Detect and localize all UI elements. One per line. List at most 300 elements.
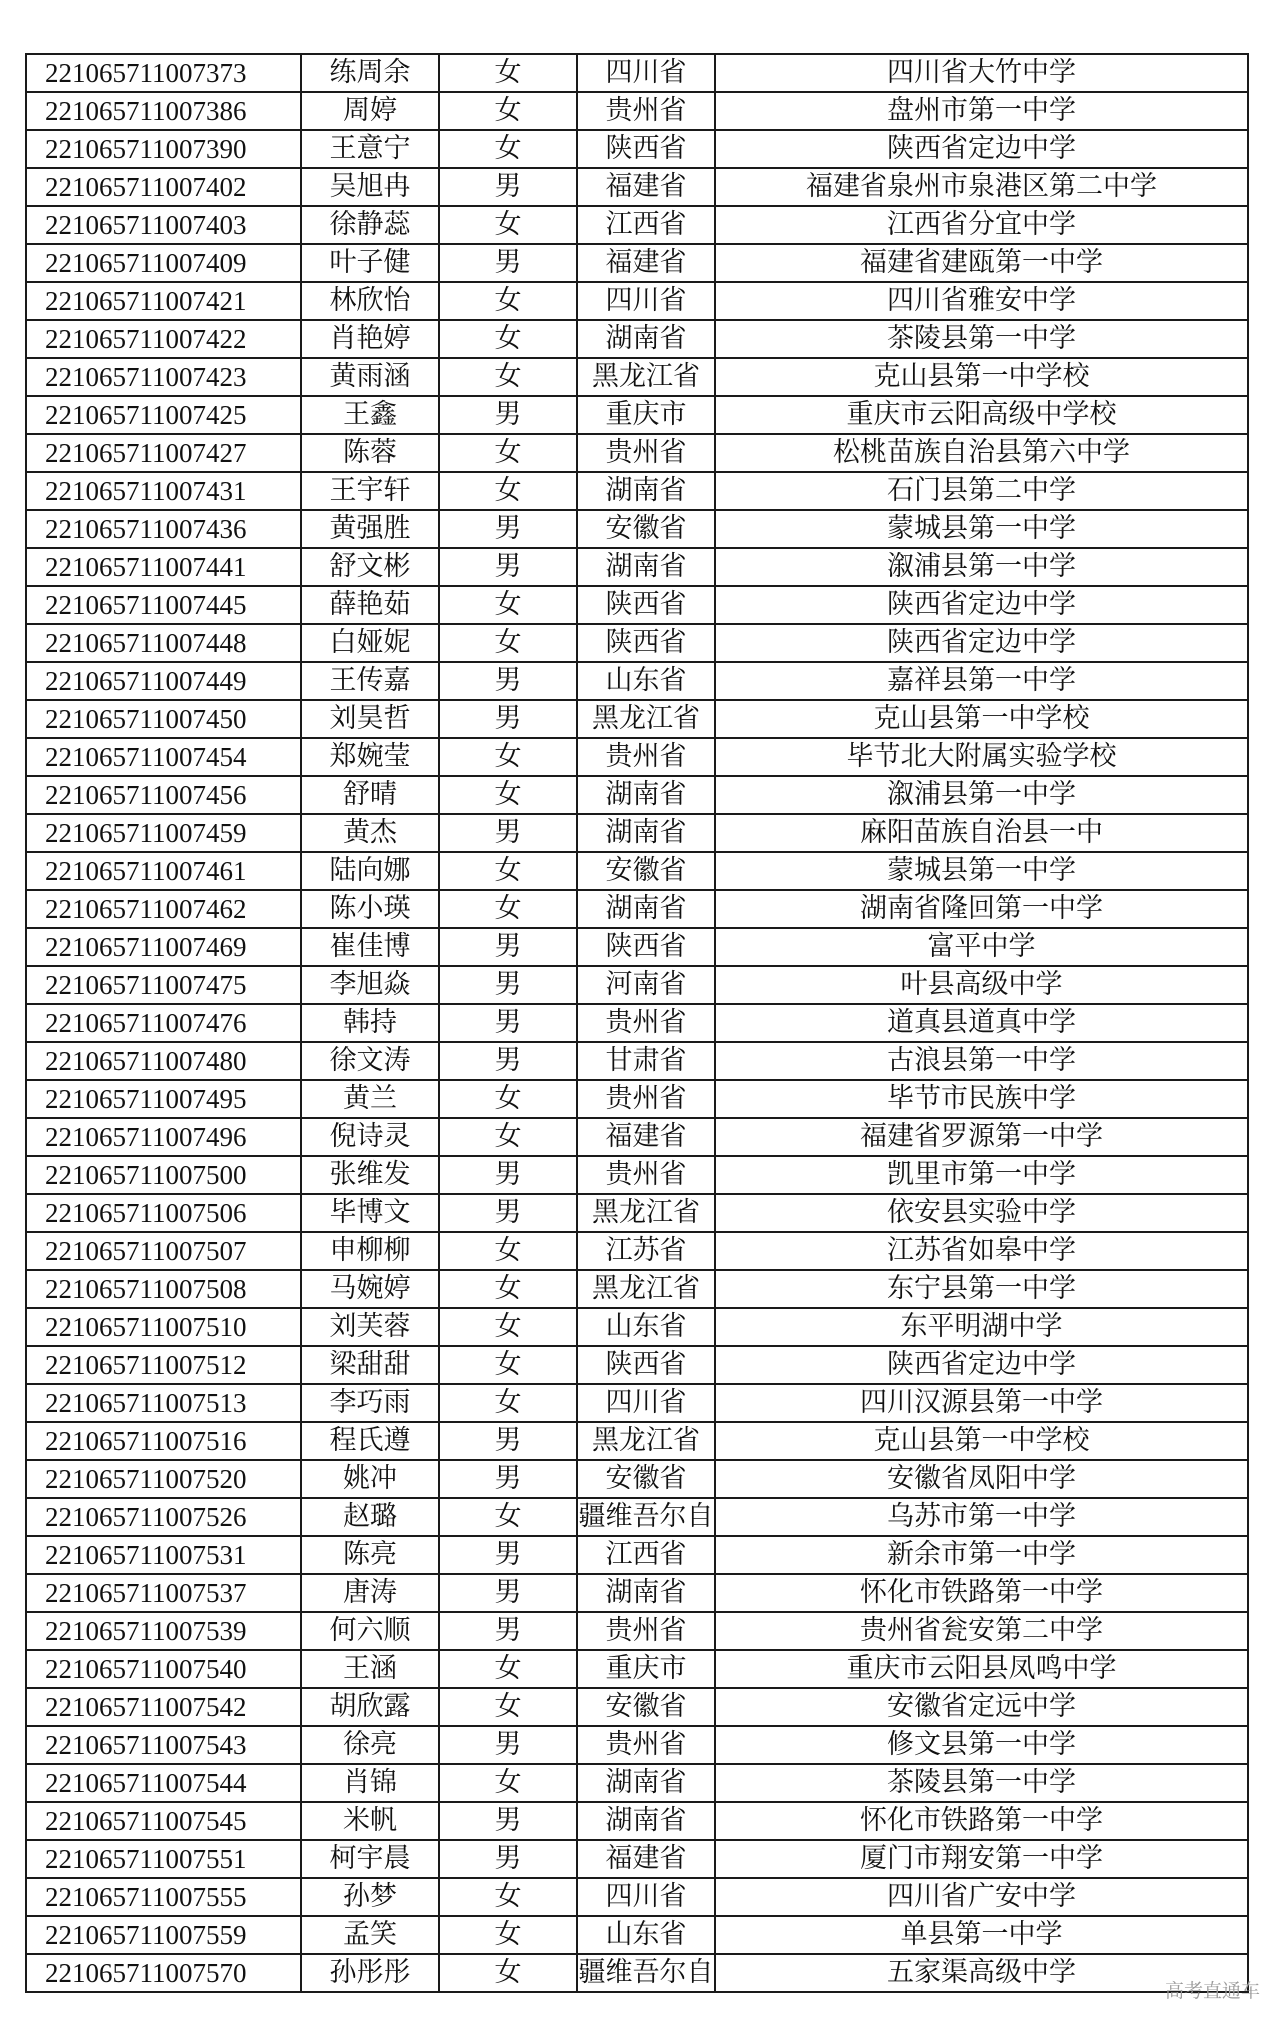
candidate-id-cell: 221065711007461: [26, 852, 301, 890]
candidate-id-cell: 221065711007436: [26, 510, 301, 548]
name-cell: 薛艳茹: [301, 586, 439, 624]
school-cell: 四川汉源县第一中学: [715, 1384, 1248, 1422]
name-cell: 米帆: [301, 1802, 439, 1840]
table-row: [26, 1384, 1248, 1422]
name-cell: 崔佳博: [301, 928, 439, 966]
name-cell: 徐亮: [301, 1726, 439, 1764]
name-cell: 黄兰: [301, 1080, 439, 1118]
candidate-id-cell: 221065711007390: [26, 130, 301, 168]
gender-cell: 女: [439, 1764, 577, 1802]
name-cell: 韩持: [301, 1004, 439, 1042]
candidate-id-cell: 221065711007445: [26, 586, 301, 624]
school-cell: 东宁县第一中学: [715, 1270, 1248, 1308]
gender-cell: 男: [439, 396, 577, 434]
province-cell: 陕西省: [577, 1346, 715, 1384]
province-cell: 贵州省: [577, 1004, 715, 1042]
table-row: [26, 130, 1248, 168]
province-cell: 湖南省: [577, 472, 715, 510]
gender-cell: 男: [439, 1042, 577, 1080]
province-cell: 黑龙江省: [577, 1422, 715, 1460]
table-row: [26, 1118, 1248, 1156]
name-cell: 陆向娜: [301, 852, 439, 890]
school-cell: 东平明湖中学: [715, 1308, 1248, 1346]
name-cell: 孟笑: [301, 1916, 439, 1954]
table-row: [26, 548, 1248, 586]
school-cell: 克山县第一中学校: [715, 358, 1248, 396]
table-row: [26, 662, 1248, 700]
school-cell: 四川省雅安中学: [715, 282, 1248, 320]
candidate-id-cell: 221065711007496: [26, 1118, 301, 1156]
table-row: [26, 1688, 1248, 1726]
gender-cell: 男: [439, 1460, 577, 1498]
province-cell: 黑龙江省: [577, 700, 715, 738]
table-row: [26, 1650, 1248, 1688]
watermark-text: 高考直通车: [1164, 1980, 1260, 2002]
table-row: [26, 92, 1248, 130]
candidate-id-cell: 221065711007373: [26, 54, 301, 92]
candidate-id-cell: 221065711007539: [26, 1612, 301, 1650]
province-cell: 贵州省: [577, 1156, 715, 1194]
province-cell: 陕西省: [577, 130, 715, 168]
province-cell: 安徽省: [577, 1460, 715, 1498]
gender-cell: 男: [439, 1194, 577, 1232]
table-body: [26, 54, 1248, 1992]
candidate-id-cell: 221065711007512: [26, 1346, 301, 1384]
gender-cell: 女: [439, 282, 577, 320]
school-cell: 道真县道真中学: [715, 1004, 1248, 1042]
gender-cell: 女: [439, 1118, 577, 1156]
table-row: [26, 1536, 1248, 1574]
name-cell: 马婉婷: [301, 1270, 439, 1308]
school-cell: 古浪县第一中学: [715, 1042, 1248, 1080]
table-row: [26, 1916, 1248, 1954]
gender-cell: 女: [439, 320, 577, 358]
table-row: [26, 244, 1248, 282]
province-cell: 安徽省: [577, 852, 715, 890]
table-row: [26, 1764, 1248, 1802]
name-cell: 程氏遵: [301, 1422, 439, 1460]
table-row: [26, 320, 1248, 358]
table-row: [26, 434, 1248, 472]
gender-cell: 女: [439, 1232, 577, 1270]
name-cell: 陈小瑛: [301, 890, 439, 928]
name-cell: 刘昊哲: [301, 700, 439, 738]
candidate-id-cell: 221065711007555: [26, 1878, 301, 1916]
table-row: [26, 776, 1248, 814]
candidate-id-cell: 221065711007403: [26, 206, 301, 244]
candidate-id-cell: 221065711007456: [26, 776, 301, 814]
table-row: [26, 1270, 1248, 1308]
gender-cell: 男: [439, 548, 577, 586]
gender-cell: 女: [439, 130, 577, 168]
school-cell: 怀化市铁路第一中学: [715, 1574, 1248, 1612]
name-cell: 徐静蕊: [301, 206, 439, 244]
school-cell: 乌苏市第一中学: [715, 1498, 1248, 1536]
province-cell: 安徽省: [577, 1688, 715, 1726]
school-cell: 克山县第一中学校: [715, 1422, 1248, 1460]
candidate-id-cell: 221065711007551: [26, 1840, 301, 1878]
candidate-id-cell: 221065711007475: [26, 966, 301, 1004]
table-row: [26, 1498, 1248, 1536]
table-row: [26, 814, 1248, 852]
school-cell: 陕西省定边中学: [715, 586, 1248, 624]
gender-cell: 男: [439, 244, 577, 282]
gender-cell: 女: [439, 586, 577, 624]
candidate-id-cell: 221065711007543: [26, 1726, 301, 1764]
province-cell: 河南省: [577, 966, 715, 1004]
candidate-id-cell: 221065711007559: [26, 1916, 301, 1954]
candidate-id-cell: 221065711007454: [26, 738, 301, 776]
school-cell: 福建省泉州市泉港区第二中学: [715, 168, 1248, 206]
name-cell: 倪诗灵: [301, 1118, 439, 1156]
school-cell: 毕节北大附属实验学校: [715, 738, 1248, 776]
school-cell: 福建省建瓯第一中学: [715, 244, 1248, 282]
school-cell: 松桃苗族自治县第六中学: [715, 434, 1248, 472]
province-cell: 江苏省: [577, 1232, 715, 1270]
province-cell: 黑龙江省: [577, 1270, 715, 1308]
candidate-id-cell: 221065711007508: [26, 1270, 301, 1308]
admission-list-table: [25, 53, 1249, 1993]
province-cell: 四川省: [577, 1384, 715, 1422]
province-cell: 福建省: [577, 244, 715, 282]
province-cell: 湖南省: [577, 1764, 715, 1802]
table-row: [26, 472, 1248, 510]
gender-cell: 男: [439, 1422, 577, 1460]
gender-cell: 女: [439, 738, 577, 776]
name-cell: 郑婉莹: [301, 738, 439, 776]
gender-cell: 女: [439, 1650, 577, 1688]
table-row: [26, 1802, 1248, 1840]
province-cell: 陕西省: [577, 586, 715, 624]
table-row: [26, 396, 1248, 434]
school-cell: 单县第一中学: [715, 1916, 1248, 1954]
school-cell: 新余市第一中学: [715, 1536, 1248, 1574]
gender-cell: 男: [439, 814, 577, 852]
gender-cell: 女: [439, 890, 577, 928]
table-row: [26, 358, 1248, 396]
table-row: [26, 1080, 1248, 1118]
table-row: [26, 586, 1248, 624]
gender-cell: 男: [439, 1726, 577, 1764]
name-cell: 胡欣露: [301, 1688, 439, 1726]
school-cell: 蒙城县第一中学: [715, 510, 1248, 548]
gender-cell: 男: [439, 700, 577, 738]
province-cell: 湖南省: [577, 814, 715, 852]
school-cell: 蒙城县第一中学: [715, 852, 1248, 890]
school-cell: 茶陵县第一中学: [715, 1764, 1248, 1802]
school-cell: 福建省罗源第一中学: [715, 1118, 1248, 1156]
table-row: [26, 1840, 1248, 1878]
gender-cell: 女: [439, 1916, 577, 1954]
candidate-id-cell: 221065711007544: [26, 1764, 301, 1802]
name-cell: 肖艳婷: [301, 320, 439, 358]
table-row: [26, 624, 1248, 662]
gender-cell: 女: [439, 1954, 577, 1992]
name-cell: 何六顺: [301, 1612, 439, 1650]
province-cell: 贵州省: [577, 92, 715, 130]
table-row: [26, 1308, 1248, 1346]
school-cell: 贵州省瓮安第二中学: [715, 1612, 1248, 1650]
school-cell: 修文县第一中学: [715, 1726, 1248, 1764]
candidate-id-cell: 221065711007462: [26, 890, 301, 928]
candidate-id-cell: 221065711007520: [26, 1460, 301, 1498]
name-cell: 刘芙蓉: [301, 1308, 439, 1346]
school-cell: 毕节市民族中学: [715, 1080, 1248, 1118]
candidate-id-cell: 221065711007507: [26, 1232, 301, 1270]
school-cell: 叶县高级中学: [715, 966, 1248, 1004]
table-row: [26, 1612, 1248, 1650]
candidate-id-cell: 221065711007510: [26, 1308, 301, 1346]
gender-cell: 女: [439, 1878, 577, 1916]
candidate-id-cell: 221065711007422: [26, 320, 301, 358]
name-cell: 张维发: [301, 1156, 439, 1194]
gender-cell: 女: [439, 92, 577, 130]
candidate-id-cell: 221065711007386: [26, 92, 301, 130]
name-cell: 李巧雨: [301, 1384, 439, 1422]
gender-cell: 女: [439, 206, 577, 244]
table-row: [26, 1574, 1248, 1612]
gender-cell: 女: [439, 1384, 577, 1422]
school-cell: 重庆市云阳高级中学校: [715, 396, 1248, 434]
candidate-id-cell: 221065711007500: [26, 1156, 301, 1194]
province-cell: 湖南省: [577, 1802, 715, 1840]
school-cell: 克山县第一中学校: [715, 700, 1248, 738]
school-cell: 湖南省隆回第一中学: [715, 890, 1248, 928]
name-cell: 梁甜甜: [301, 1346, 439, 1384]
candidate-id-cell: 221065711007540: [26, 1650, 301, 1688]
candidate-id-cell: 221065711007448: [26, 624, 301, 662]
name-cell: 肖锦: [301, 1764, 439, 1802]
province-cell: 贵州省: [577, 1612, 715, 1650]
gender-cell: 女: [439, 1688, 577, 1726]
name-cell: 黄雨涵: [301, 358, 439, 396]
province-cell: 贵州省: [577, 738, 715, 776]
province-cell: 重庆市: [577, 396, 715, 434]
table-row: [26, 1422, 1248, 1460]
gender-cell: 女: [439, 1270, 577, 1308]
school-cell: 依安县实验中学: [715, 1194, 1248, 1232]
gender-cell: 女: [439, 776, 577, 814]
name-cell: 黄杰: [301, 814, 439, 852]
school-cell: 溆浦县第一中学: [715, 548, 1248, 586]
gender-cell: 男: [439, 1840, 577, 1878]
school-cell: 陕西省定边中学: [715, 1346, 1248, 1384]
province-cell: 湖南省: [577, 776, 715, 814]
name-cell: 舒晴: [301, 776, 439, 814]
candidate-id-cell: 221065711007570: [26, 1954, 301, 1992]
school-cell: 陕西省定边中学: [715, 624, 1248, 662]
name-cell: 林欣怡: [301, 282, 439, 320]
province-cell: 疆维吾尔自: [577, 1954, 715, 1992]
candidate-id-cell: 221065711007516: [26, 1422, 301, 1460]
table-row: [26, 1346, 1248, 1384]
province-cell: 福建省: [577, 168, 715, 206]
province-cell: 安徽省: [577, 510, 715, 548]
province-cell: 福建省: [577, 1840, 715, 1878]
table-row: [26, 738, 1248, 776]
gender-cell: 女: [439, 54, 577, 92]
province-cell: 贵州省: [577, 1080, 715, 1118]
province-cell: 黑龙江省: [577, 358, 715, 396]
gender-cell: 男: [439, 1536, 577, 1574]
school-cell: 安徽省凤阳中学: [715, 1460, 1248, 1498]
candidate-id-cell: 221065711007537: [26, 1574, 301, 1612]
candidate-id-cell: 221065711007450: [26, 700, 301, 738]
table-row: [26, 1194, 1248, 1232]
gender-cell: 女: [439, 472, 577, 510]
table-row: [26, 1042, 1248, 1080]
name-cell: 王意宁: [301, 130, 439, 168]
name-cell: 王鑫: [301, 396, 439, 434]
province-cell: 重庆市: [577, 1650, 715, 1688]
school-cell: 江苏省如皋中学: [715, 1232, 1248, 1270]
province-cell: 陕西省: [577, 928, 715, 966]
province-cell: 湖南省: [577, 890, 715, 928]
candidate-id-cell: 221065711007427: [26, 434, 301, 472]
school-cell: 盘州市第一中学: [715, 92, 1248, 130]
school-cell: 嘉祥县第一中学: [715, 662, 1248, 700]
candidate-id-cell: 221065711007441: [26, 548, 301, 586]
name-cell: 姚冲: [301, 1460, 439, 1498]
name-cell: 王传嘉: [301, 662, 439, 700]
province-cell: 湖南省: [577, 320, 715, 358]
name-cell: 柯宇晨: [301, 1840, 439, 1878]
province-cell: 湖南省: [577, 548, 715, 586]
table-row: [26, 928, 1248, 966]
name-cell: 陈蓉: [301, 434, 439, 472]
candidate-id-cell: 221065711007513: [26, 1384, 301, 1422]
candidate-id-cell: 221065711007545: [26, 1802, 301, 1840]
table-row: [26, 966, 1248, 1004]
province-cell: 贵州省: [577, 1726, 715, 1764]
candidate-id-cell: 221065711007506: [26, 1194, 301, 1232]
gender-cell: 男: [439, 1802, 577, 1840]
province-cell: 疆维吾尔自: [577, 1498, 715, 1536]
province-cell: 山东省: [577, 1916, 715, 1954]
province-cell: 山东省: [577, 1308, 715, 1346]
table-row: [26, 852, 1248, 890]
candidate-id-cell: 221065711007526: [26, 1498, 301, 1536]
province-cell: 贵州省: [577, 434, 715, 472]
school-cell: 江西省分宜中学: [715, 206, 1248, 244]
province-cell: 四川省: [577, 282, 715, 320]
gender-cell: 女: [439, 624, 577, 662]
gender-cell: 男: [439, 168, 577, 206]
province-cell: 江西省: [577, 1536, 715, 1574]
name-cell: 孙彤彤: [301, 1954, 439, 1992]
name-cell: 叶子健: [301, 244, 439, 282]
gender-cell: 女: [439, 434, 577, 472]
school-cell: 安徽省定远中学: [715, 1688, 1248, 1726]
gender-cell: 男: [439, 662, 577, 700]
name-cell: 毕博文: [301, 1194, 439, 1232]
province-cell: 陕西省: [577, 624, 715, 662]
gender-cell: 男: [439, 510, 577, 548]
name-cell: 白娅妮: [301, 624, 439, 662]
candidate-id-cell: 221065711007480: [26, 1042, 301, 1080]
school-cell: 厦门市翔安第一中学: [715, 1840, 1248, 1878]
table-row: [26, 1878, 1248, 1916]
gender-cell: 男: [439, 1574, 577, 1612]
name-cell: 申柳柳: [301, 1232, 439, 1270]
name-cell: 徐文涛: [301, 1042, 439, 1080]
name-cell: 舒文彬: [301, 548, 439, 586]
school-cell: 石门县第二中学: [715, 472, 1248, 510]
candidate-id-cell: 221065711007423: [26, 358, 301, 396]
province-cell: 黑龙江省: [577, 1194, 715, 1232]
name-cell: 练周余: [301, 54, 439, 92]
school-cell: 溆浦县第一中学: [715, 776, 1248, 814]
school-cell: 四川省大竹中学: [715, 54, 1248, 92]
province-cell: 四川省: [577, 54, 715, 92]
gender-cell: 女: [439, 1308, 577, 1346]
name-cell: 孙梦: [301, 1878, 439, 1916]
school-cell: 麻阳苗族自治县一中: [715, 814, 1248, 852]
table-row: [26, 1460, 1248, 1498]
candidate-id-cell: 221065711007449: [26, 662, 301, 700]
candidate-id-cell: 221065711007409: [26, 244, 301, 282]
candidate-id-cell: 221065711007542: [26, 1688, 301, 1726]
table-row: [26, 700, 1248, 738]
table-row: [26, 1156, 1248, 1194]
name-cell: 赵璐: [301, 1498, 439, 1536]
table-row: [26, 890, 1248, 928]
gender-cell: 男: [439, 1004, 577, 1042]
candidate-id-cell: 221065711007425: [26, 396, 301, 434]
gender-cell: 男: [439, 1156, 577, 1194]
name-cell: 吴旭冉: [301, 168, 439, 206]
school-cell: 重庆市云阳县凤鸣中学: [715, 1650, 1248, 1688]
table-row: [26, 206, 1248, 244]
school-cell: 陕西省定边中学: [715, 130, 1248, 168]
name-cell: 唐涛: [301, 1574, 439, 1612]
gender-cell: 女: [439, 358, 577, 396]
candidate-id-cell: 221065711007531: [26, 1536, 301, 1574]
school-cell: 茶陵县第一中学: [715, 320, 1248, 358]
table-row: [26, 510, 1248, 548]
province-cell: 甘肃省: [577, 1042, 715, 1080]
candidate-id-cell: 221065711007495: [26, 1080, 301, 1118]
gender-cell: 女: [439, 852, 577, 890]
province-cell: 江西省: [577, 206, 715, 244]
table-row: [26, 1004, 1248, 1042]
province-cell: 福建省: [577, 1118, 715, 1156]
gender-cell: 女: [439, 1346, 577, 1384]
province-cell: 湖南省: [577, 1574, 715, 1612]
table-row: [26, 1954, 1248, 1992]
school-cell: 五家渠高级中学: [715, 1954, 1248, 1992]
name-cell: 黄强胜: [301, 510, 439, 548]
table-row: [26, 282, 1248, 320]
candidate-id-cell: 221065711007469: [26, 928, 301, 966]
table-row: [26, 1232, 1248, 1270]
gender-cell: 女: [439, 1498, 577, 1536]
name-cell: 王宇轩: [301, 472, 439, 510]
name-cell: 王涵: [301, 1650, 439, 1688]
school-cell: 富平中学: [715, 928, 1248, 966]
province-cell: 山东省: [577, 662, 715, 700]
gender-cell: 女: [439, 1080, 577, 1118]
candidate-id-cell: 221065711007402: [26, 168, 301, 206]
school-cell: 凯里市第一中学: [715, 1156, 1248, 1194]
table-row: [26, 1726, 1248, 1764]
name-cell: 李旭焱: [301, 966, 439, 1004]
table-row: [26, 54, 1248, 92]
gender-cell: 男: [439, 1612, 577, 1650]
school-cell: 怀化市铁路第一中学: [715, 1802, 1248, 1840]
province-cell: 四川省: [577, 1878, 715, 1916]
name-cell: 周婷: [301, 92, 439, 130]
